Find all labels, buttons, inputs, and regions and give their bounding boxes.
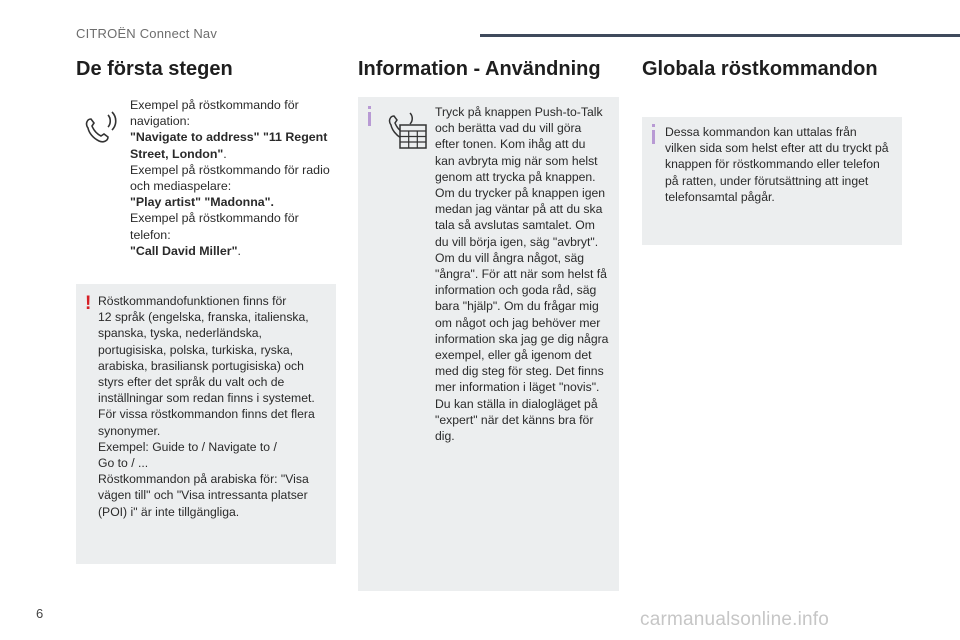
usage-line: genom att trycka på knappen. [435,169,596,184]
example-line: "Play artist" "Madonna". [130,195,274,210]
usage-line: bara "hjälp". Om du frågar mig [435,299,599,314]
info-icon [652,130,655,144]
global-line: på ratten, under förutsättning att inget [665,173,869,188]
usage-line: och berätta vad du vill göra [435,121,582,136]
global-line: Dessa kommandon kan uttalas från [665,125,857,139]
usage-line: dig. [435,429,455,444]
warning-line: synonymer. [98,423,161,438]
warning-line: Go to / ... [98,456,149,471]
warning-line: inställningar som redan finns i systemet. [98,391,315,406]
example-line: och mediaspelare: [130,179,232,194]
voice-phone-keypad-icon [386,110,428,150]
warning-line: portugisiska, polska, turkiska, ryska, [98,342,294,357]
warning-line: Exempel: Guide to / Navigate to / [98,439,277,454]
usage-line: information ska jag ge dig några [435,331,609,346]
example-line-suffix: . [237,243,241,258]
usage-line: Tryck på knappen Push-to-Talk [435,105,603,119]
usage-line: med dig steg för steg. Det finns [435,364,604,379]
voice-command-examples [130,97,330,259]
usage-line: du vill börja igen, säg "avbryt". [435,234,599,249]
usage-line: "expert" när det känns bra för [435,412,594,427]
usage-line: exempel, eller gå igenom det [435,348,592,363]
usage-line: medan jag väntar på att du ska [435,202,603,217]
warning-line: vägen till" och "Visa intressanta platser [98,488,308,503]
warning-text [98,293,315,520]
warning-icon: ! [85,293,92,314]
section-title-information-usage: Information - Användning [358,58,601,80]
warning-line: Röstkommandon på arabiska för: "Visa [98,472,309,487]
usage-line: Om du vill ångra något, säg [435,250,585,265]
global-text [665,124,889,205]
global-line: vilken sida som helst efter att du tryckt på [665,141,889,156]
usage-line: "ångra". För att när som helst få [435,267,607,282]
example-line: Exempel på röstkommando för radio [130,162,330,177]
usage-line: kan avbryta mig när som helst [435,153,598,168]
section-title-first-steps: De första stegen [76,58,233,80]
example-line: navigation: [130,114,190,129]
warning-line: Röstkommandofunktionen finns för [98,294,287,308]
section-title-global-voice-commands: Globala röstkommandon [642,58,878,80]
warning-line: För vissa röstkommandon finns det flera [98,407,315,422]
usage-text [435,104,608,444]
example-line: Street, London" [130,146,224,161]
watermark: carmanualsonline.info [640,609,830,630]
warning-line: arabiska, brasiliansk portugisiska) och [98,358,304,373]
example-line: Exempel på röstkommando för [130,211,299,226]
usage-line: information och goda råd, säg [435,283,597,298]
usage-line: Om du trycker på knappen igen [435,186,606,201]
example-line: telefon: [130,227,171,242]
warning-line: spanska, tyska, nederländska, [98,326,262,341]
voice-command-icon [82,110,118,144]
warning-line: (POI) i" är inte tillgängliga. [98,504,240,519]
usage-line: Du kan ställa in dialogläget på [435,396,598,411]
usage-line: tala så avslutas samtalet. Om [435,218,595,233]
usage-line: mer information i läget "novis". [435,380,600,395]
warning-line: 12 språk (engelska, franska, italienska, [98,310,309,325]
example-line: "Call David Miller" [130,243,238,258]
info-icon [368,112,371,126]
global-line: knappen för röstkommando eller telefon [665,157,880,172]
example-line: "Navigate to address" "11 Regent [130,130,328,145]
usage-line: om något och jag behöver mer [435,315,601,330]
warning-line: styrs efter det språk du valt och de [98,375,285,390]
page-number: 6 [36,606,44,621]
usage-line: efter tonen. Kom ihåg att du [435,137,586,152]
example-line: Exempel på röstkommando för [130,98,299,112]
example-line-suffix: . [223,146,227,161]
global-line: telefonsamtal pågår. [665,189,775,204]
running-header: CITROËN Connect Nav [76,26,218,41]
header-accent-bar [480,34,960,37]
